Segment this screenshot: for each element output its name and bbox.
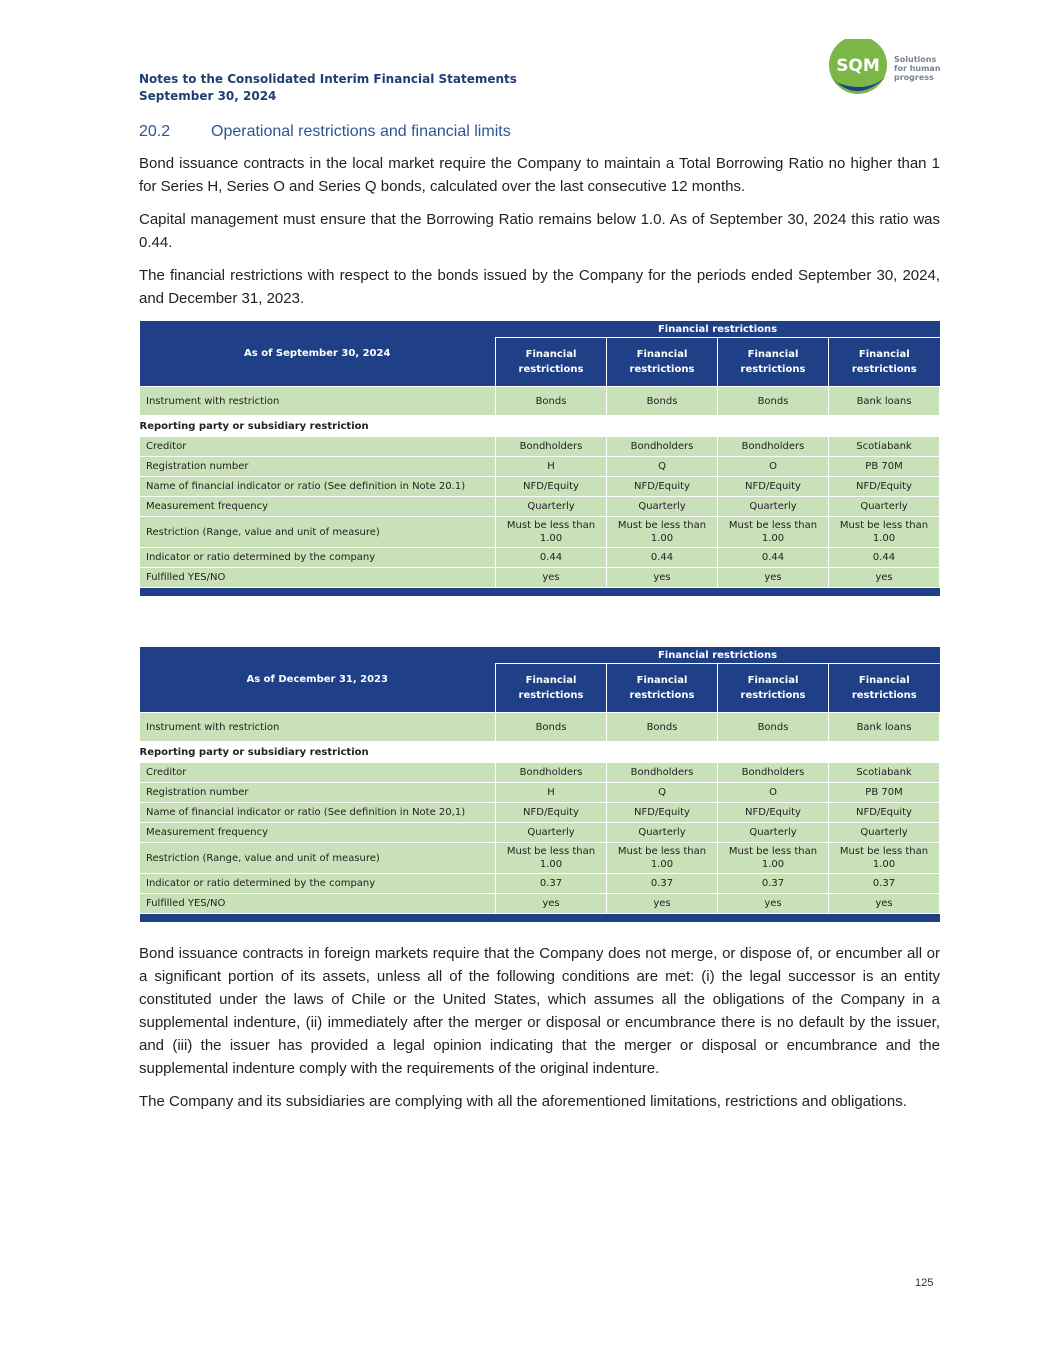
table-cell: Scotiabank [829,763,940,783]
table-row [140,517,940,548]
table-row [140,477,940,497]
footer-bar-cell [140,914,940,923]
section-number: 20.2 [139,123,171,140]
table-cell: O [718,457,829,477]
table-cell: Must be less than 1.00 [829,843,940,874]
table-cell: Bondholders [607,763,718,783]
table-cell: yes [496,894,607,914]
column-header: Financial restrictions [496,664,607,713]
row-label: Instrument with restriction [140,713,496,742]
table-cell: 0.44 [607,548,718,568]
table-row [140,497,940,517]
row-label: Creditor [140,437,496,457]
section-title: Operational restrictions and financial limits [211,123,511,140]
table-cell: O [718,783,829,803]
table-cell: Quarterly [496,823,607,843]
row-label: Registration number [140,783,496,803]
table-corner: As of September 30, 2024 [140,321,496,387]
table-cell: NFD/Equity [829,803,940,823]
table-cell: Must be less than 1.00 [718,843,829,874]
table-cell: yes [829,894,940,914]
table-footer-bar [140,588,940,597]
table-cell: Scotiabank [829,437,940,457]
row-label: Measurement frequency [140,823,496,843]
paragraph-2: Capital management must ensure that the Borrowing Ratio remains below 1.0. As of September 30, 2024 this ratio was 0.44. [139,211,940,251]
logo-text: SQM [836,56,880,76]
table-cell: Bonds [607,713,718,742]
financial-restrictions-table-2023 [139,647,940,922]
table-cell: yes [829,568,940,588]
row-label: Fulfilled YES/NO [140,568,496,588]
table-cell: NFD/Equity [607,477,718,497]
table-row [140,783,940,803]
table-cell: Quarterly [829,497,940,517]
table-cell: Bonds [496,387,607,416]
table-cell: PB 70M [829,457,940,477]
table-cell: Bondholders [718,763,829,783]
logo-tagline-1: Solutions [894,55,937,64]
page-number: 125 [915,1277,934,1289]
column-header: Financial restrictions [718,338,829,387]
column-header: Financial restrictions [718,664,829,713]
header-title: Notes to the Consolidated Interim Financial Statements [139,72,517,86]
row-label: Name of financial indicator or ratio (See definition in Note 20,1) [140,803,496,823]
table-cell: H [496,783,607,803]
table-cell: NFD/Equity [607,803,718,823]
table-cell: yes [607,894,718,914]
table-cell: Must be less than 1.00 [496,517,607,548]
row-label: Registration number [140,457,496,477]
table-cell: Must be less than 1.00 [607,517,718,548]
table-cell: Must be less than 1.00 [607,843,718,874]
column-header: Financial restrictions [829,664,940,713]
table-cell: 0.37 [829,874,940,894]
row-label: Measurement frequency [140,497,496,517]
table-cell: Q [607,783,718,803]
financial-restrictions-table-2024 [139,321,940,596]
table-corner: As of December 31, 2023 [140,647,496,713]
table-cell: Bonds [607,387,718,416]
table-cell: 0.44 [496,548,607,568]
table-cell: H [496,457,607,477]
table-cell: 0.44 [829,548,940,568]
section-heading [139,123,511,141]
paragraph-5: The Company and its subsidiaries are complying with all the aforementioned limitations, restrictions and obligations. [139,1093,907,1110]
table-cell: Bondholders [496,763,607,783]
table-cell: NFD/Equity [718,477,829,497]
column-header: Financial restrictions [607,338,718,387]
table-cell: NFD/Equity [718,803,829,823]
table-cell: Must be less than 1.00 [829,517,940,548]
table-cell: Bondholders [607,437,718,457]
table-cell: NFD/Equity [496,803,607,823]
table-cell: 0.37 [496,874,607,894]
table-cell: Bonds [718,387,829,416]
table-cell: Quarterly [607,823,718,843]
table-cell: Quarterly [718,497,829,517]
table-row [140,457,940,477]
table-cell: Quarterly [496,497,607,517]
table-section-row [140,742,940,763]
logo-tagline [894,55,941,82]
paragraph-3: The financial restrictions with respect to the bonds issued by the Company for the periods ended September 30, 2024, and December 31, 2023. [139,267,940,307]
table-cell: Q [607,457,718,477]
row-label: Instrument with restriction [140,387,496,416]
logo-tagline-3: progress [894,73,934,82]
table-cell: Quarterly [718,823,829,843]
table-cell: yes [718,568,829,588]
table-cell: Must be less than 1.00 [718,517,829,548]
paragraph-4: Bond issuance contracts in foreign markets require that the Company does not merge, or dispose of, or encumber all or a significant portion of its assets, unless all of the following conditions are met: (i) the legal successor is an entity constituted under the laws of Chile or the United States, which assumes all the obligations of the Company in a supplemental indenture, (ii) immediately after the merger or disposal or encumbrance there is no default by the issuer, and (iii) the issuer has provided a legal opinion indicating that the merger or disposal or encumbrance and the supplemental indenture comply with the requirements of the original indenture. [139,945,940,1077]
table-section-row [140,416,940,437]
table-cell: NFD/Equity [496,477,607,497]
table-row [140,548,940,568]
table-row [140,843,940,874]
table-cell: Bondholders [718,437,829,457]
table-cell: Bank loans [829,713,940,742]
row-label: Indicator or ratio determined by the company [140,548,496,568]
table-cell: Quarterly [829,823,940,843]
table-row [140,437,940,457]
table-row [140,387,940,416]
table-row [140,823,940,843]
row-label: Restriction (Range, value and unit of measure) [140,843,496,874]
table-row [140,763,940,783]
header-date: September 30, 2024 [139,89,277,103]
column-header: Financial restrictions [496,338,607,387]
table-cell: PB 70M [829,783,940,803]
column-group-header: Financial restrictions [496,647,940,664]
row-label: Name of financial indicator or ratio (See definition in Note 20.1) [140,477,496,497]
column-group-header: Financial restrictions [496,321,940,338]
footer-bar-cell [140,588,940,597]
row-label: Fulfilled YES/NO [140,894,496,914]
column-header: Financial restrictions [829,338,940,387]
table-cell: 0.37 [607,874,718,894]
table-row [140,894,940,914]
table-row [140,713,940,742]
table-cell: yes [607,568,718,588]
document-header [139,71,517,105]
table-row [140,874,940,894]
section-label: Reporting party or subsidiary restriction [140,416,940,437]
table-cell: Bonds [496,713,607,742]
logo-tagline-2: for human [894,64,941,73]
table-row [140,803,940,823]
table-cell: 0.44 [718,548,829,568]
table-cell: yes [718,894,829,914]
row-label: Indicator or ratio determined by the company [140,874,496,894]
table-cell: 0.37 [718,874,829,894]
paragraph-1: Bond issuance contracts in the local market require the Company to maintain a Total Borrowing Ratio no higher than 1 for Series H, Series O and Series Q bonds, calculated over the last consecutive 12 months. [139,155,940,195]
section-label: Reporting party or subsidiary restriction [140,742,940,763]
table-cell: NFD/Equity [829,477,940,497]
column-header: Financial restrictions [607,664,718,713]
table-cell: Bonds [718,713,829,742]
table-cell: yes [496,568,607,588]
table-cell: Bank loans [829,387,940,416]
table-footer-bar [140,914,940,923]
row-label: Creditor [140,763,496,783]
table-row [140,568,940,588]
table-cell: Must be less than 1.00 [496,843,607,874]
table-cell: Quarterly [607,497,718,517]
table-cell: Bondholders [496,437,607,457]
row-label: Restriction (Range, value and unit of measure) [140,517,496,548]
